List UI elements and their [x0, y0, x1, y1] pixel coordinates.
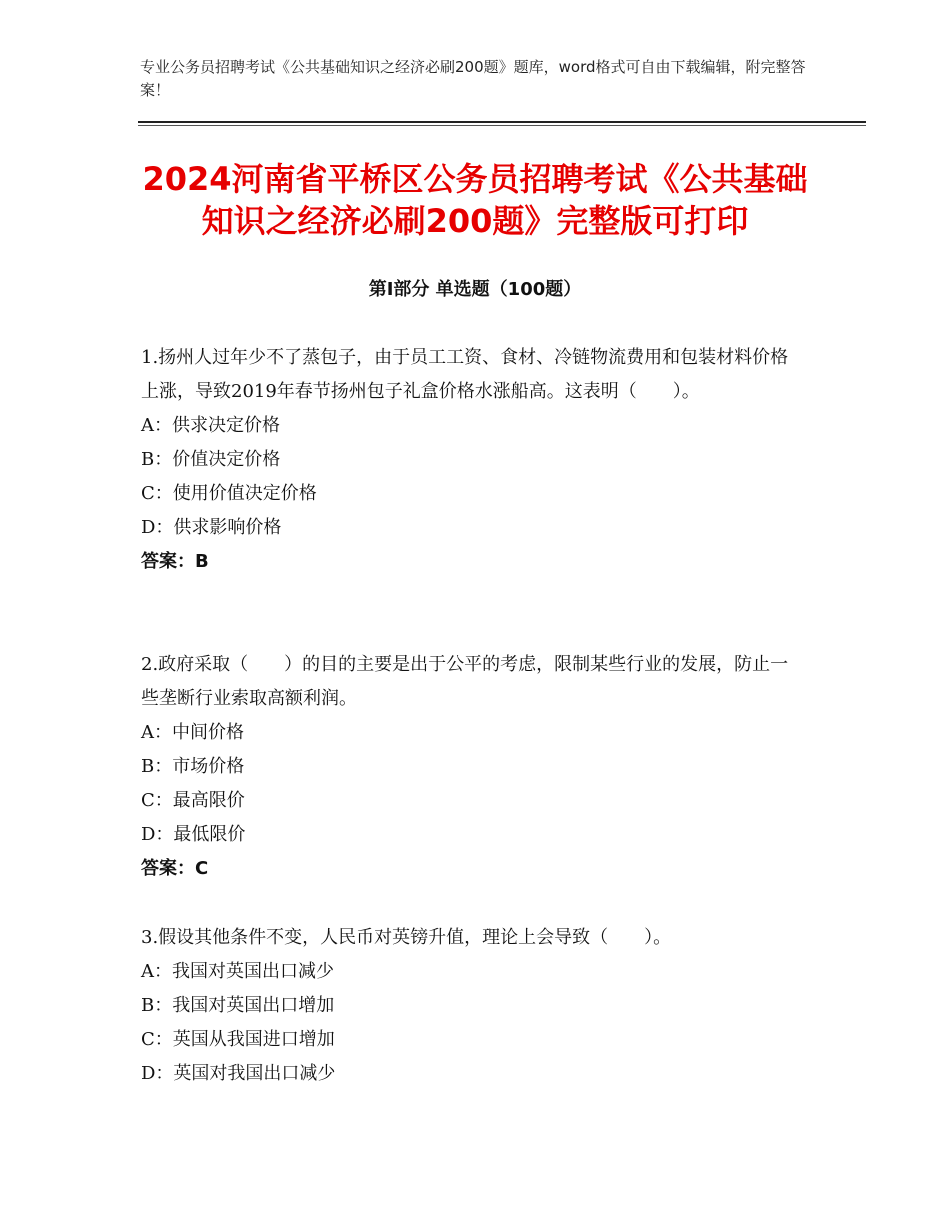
header-rule-thin — [138, 125, 866, 126]
option-c: C：最高限价 — [141, 790, 245, 811]
option-a: A：供求决定价格 — [141, 415, 280, 436]
option-c: C：使用价值决定价格 — [141, 483, 317, 504]
question-stem: 1.扬州人过年少不了蒸包子，由于员工工资、食材、冷链物流费用和包装材料价格上涨，导致2019年春节扬州包子礼盒价格水涨船高。这表明（ ）。 — [141, 347, 789, 402]
question-3 — [141, 921, 801, 1091]
option-a: A：中间价格 — [141, 722, 244, 743]
section-heading: 第Ⅰ部分 单选题（100题） — [368, 279, 582, 300]
question-stem: 2.政府采取（ ）的目的主要是出于公平的考虑，限制某些行业的发展，防止一些垄断行业索取高额利润。 — [141, 654, 789, 709]
question-2 — [141, 648, 801, 886]
document-title: 2024河南省平桥区公务员招聘考试《公共基础知识之经济必刷200题》完整版可打印 — [142, 160, 808, 240]
option-b: B：价值决定价格 — [141, 449, 281, 470]
option-d: D：英国对我国出口减少 — [141, 1063, 336, 1084]
option-b: B：市场价格 — [141, 756, 245, 777]
option-b: B：我国对英国出口增加 — [141, 995, 335, 1016]
question-stem: 3.假设其他条件不变，人民币对英镑升值，理论上会导致（ ）。 — [141, 927, 672, 948]
option-d: D：供求影响价格 — [141, 517, 282, 538]
header-note: 专业公务员招聘考试《公共基础知识之经济必刷200题》题库，word格式可自由下载编辑，附完整答案！ — [140, 58, 806, 99]
header-rule-thick — [138, 121, 866, 123]
answer: 答案：C — [141, 858, 209, 879]
answer: 答案：B — [141, 551, 209, 572]
option-d: D：最低限价 — [141, 824, 246, 845]
option-c: C：英国从我国进口增加 — [141, 1029, 335, 1050]
question-1 — [141, 341, 801, 579]
option-a: A：我国对英国出口减少 — [141, 961, 334, 982]
